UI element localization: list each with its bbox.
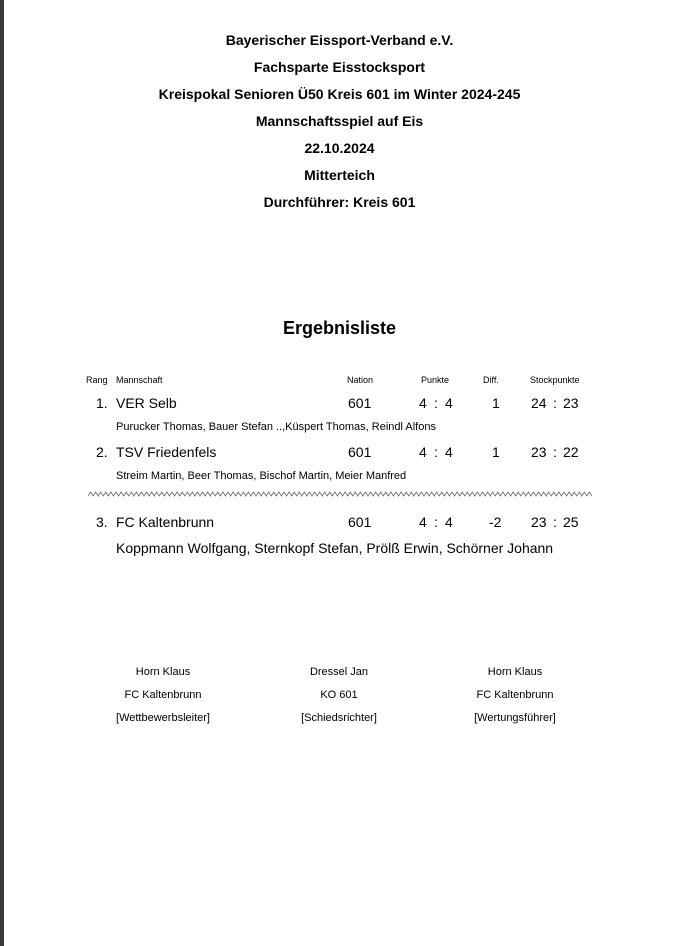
- column-header-diff: Diff.: [483, 375, 499, 385]
- result-stock-colon: :: [553, 444, 557, 460]
- result-team: TSV Friedenfels: [116, 444, 217, 460]
- separator-line: [88, 490, 592, 498]
- signature-role: [Wettbewerbsleiter]: [116, 712, 210, 724]
- result-stock-colon: :: [553, 514, 557, 530]
- document-header: [4, 27, 675, 216]
- result-stock-plus: 23: [531, 444, 547, 460]
- signature-role: [Schiedsrichter]: [301, 712, 377, 724]
- result-members: Streim Martin, Beer Thomas, Bischof Martin, Meier Manfred: [116, 470, 407, 482]
- result-diff: 1: [492, 444, 500, 460]
- result-points-plus: 4: [419, 395, 427, 411]
- signature-club: FC Kaltenbrunn: [124, 689, 202, 701]
- document-title: Ergebnisliste: [282, 318, 397, 338]
- header-organizer: Durchführer: Kreis 601: [263, 194, 416, 210]
- result-team: VER Selb: [116, 395, 177, 411]
- result-diff: 1: [492, 395, 500, 411]
- header-competition: Kreispokal Senioren Ü50 Kreis 601 im Winter 2024-245: [158, 86, 521, 102]
- result-rank: 2.: [96, 444, 108, 460]
- header-organization: Bayerischer Eissport-Verband e.V.: [225, 32, 454, 48]
- signature-referee: [254, 665, 424, 725]
- column-header-nation: Nation: [347, 375, 374, 385]
- header-date: 22.10.2024: [304, 140, 375, 156]
- signature-club: KO 601: [320, 689, 358, 701]
- signature-name: Horn Klaus: [487, 666, 543, 678]
- result-diff: -2: [489, 514, 502, 530]
- result-points-colon: :: [434, 444, 438, 460]
- signature-competition-director: [78, 665, 248, 725]
- signature-club: FC Kaltenbrunn: [476, 689, 554, 701]
- result-rank: 1.: [96, 395, 108, 411]
- result-members: Koppmann Wolfgang, Sternkopf Stefan, Prölß Erwin, Schörner Johann: [116, 540, 554, 556]
- result-points-colon: :: [434, 395, 438, 411]
- signature-role: [Wertungsführer]: [474, 712, 556, 724]
- result-members: Purucker Thomas, Bauer Stefan ..,Küspert Thomas, Reindl Alfons: [116, 421, 436, 433]
- result-points-minus: 4: [445, 514, 453, 530]
- result-stock-minus: 23: [563, 395, 579, 411]
- signature-name: Horn Klaus: [135, 666, 191, 678]
- header-branch: Fachsparte Eisstocksport: [253, 59, 426, 75]
- result-stock-plus: 24: [531, 395, 547, 411]
- result-points-minus: 4: [445, 444, 453, 460]
- result-points-plus: 4: [419, 444, 427, 460]
- result-nation: 601: [348, 395, 372, 411]
- column-header-stock: Stockpunkte: [530, 375, 580, 385]
- signature-scorekeeper: [430, 665, 600, 725]
- result-points-plus: 4: [419, 514, 427, 530]
- result-nation: 601: [348, 514, 372, 530]
- column-header-rank: Rang: [86, 375, 108, 385]
- header-mode: Mannschaftsspiel auf Eis: [255, 113, 424, 129]
- result-points-minus: 4: [445, 395, 453, 411]
- signature-name: Dressel Jan: [309, 666, 369, 678]
- header-place: Mitterteich: [304, 167, 375, 183]
- result-nation: 601: [348, 444, 372, 460]
- document-page: [4, 0, 675, 946]
- result-points-colon: :: [434, 514, 438, 530]
- column-header-points: Punkte: [421, 375, 450, 385]
- result-stock-minus: 22: [563, 444, 579, 460]
- column-header-team: Mannschaft: [116, 375, 163, 385]
- result-stock-colon: :: [553, 395, 557, 411]
- result-stock-plus: 23: [531, 514, 547, 530]
- result-stock-minus: 25: [563, 514, 579, 530]
- result-rank: 3.: [96, 514, 108, 530]
- result-team: FC Kaltenbrunn: [116, 514, 215, 530]
